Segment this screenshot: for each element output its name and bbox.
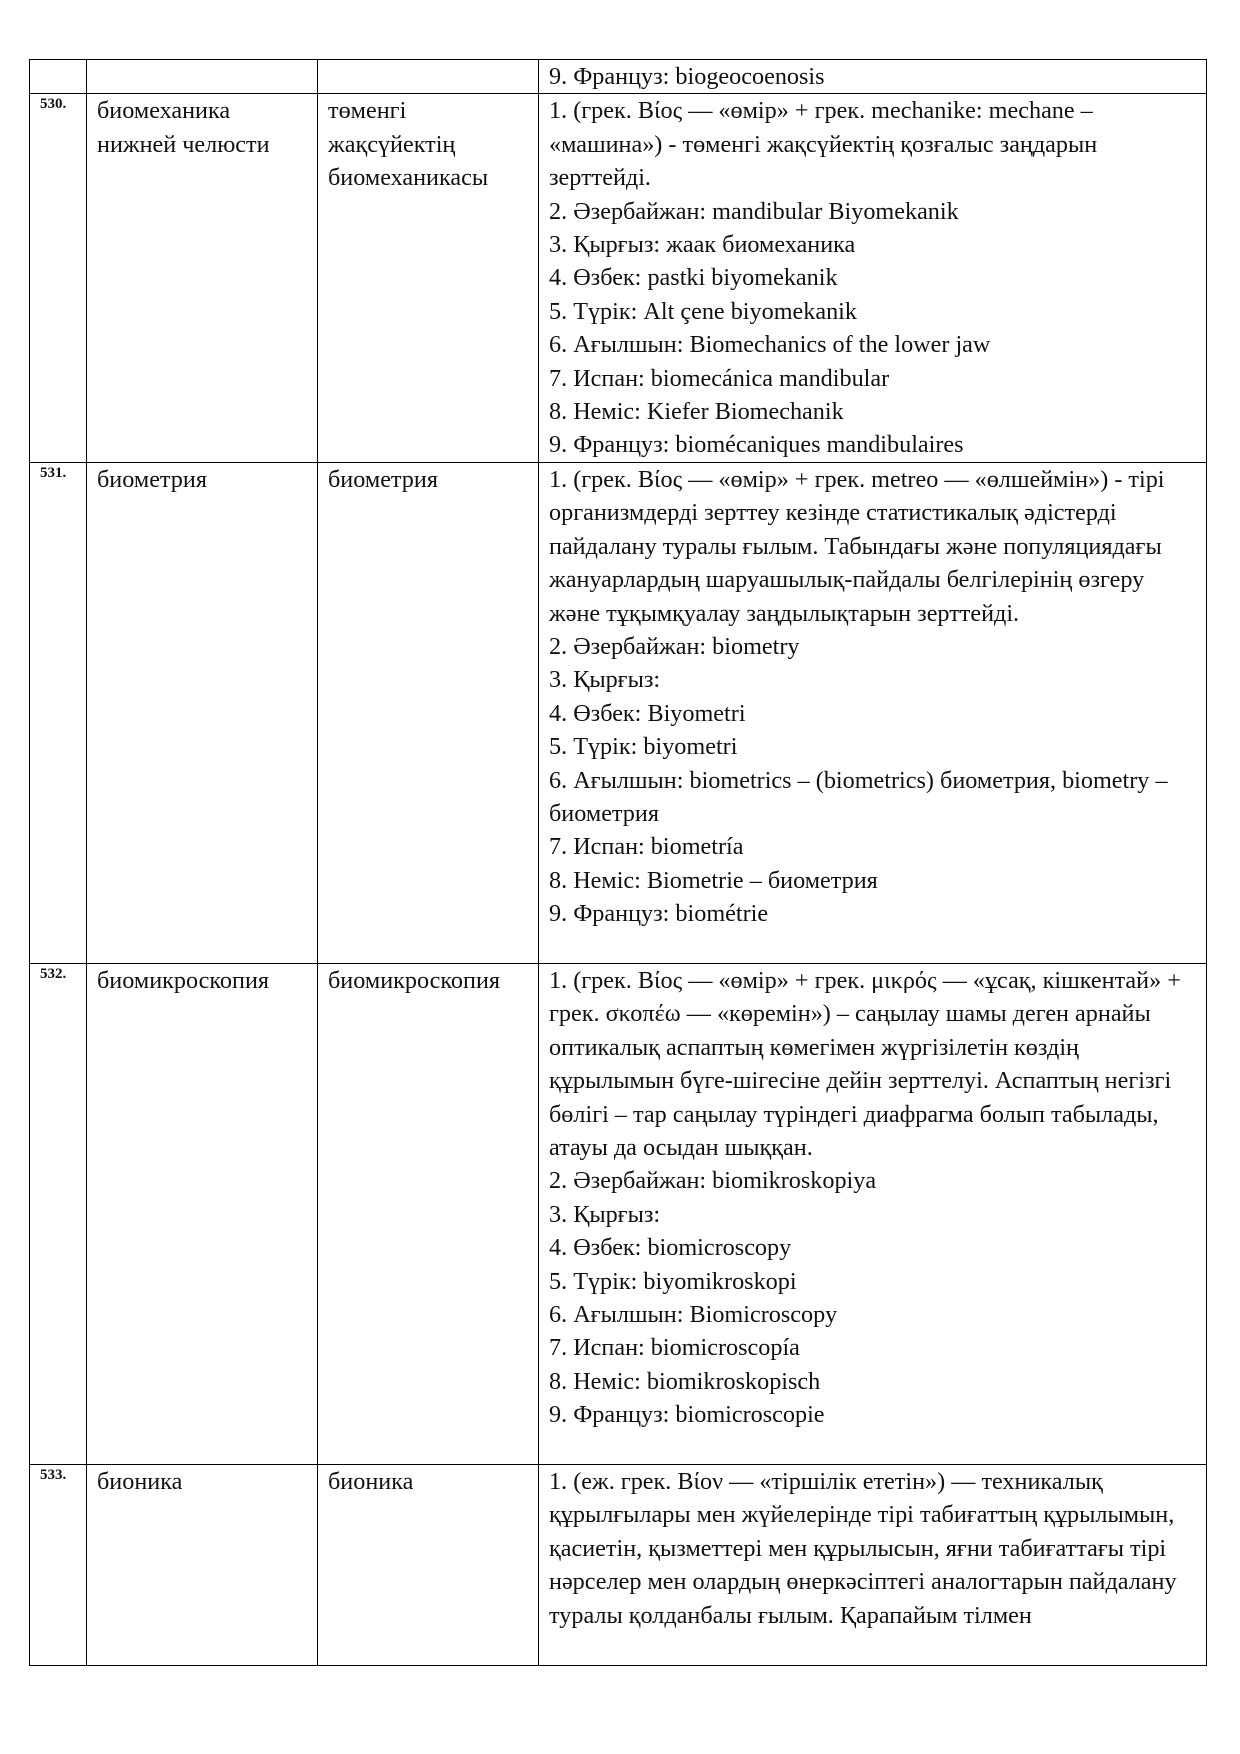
definition-line: 4. Өзбек: Biyometri (549, 699, 746, 727)
term-russian (87, 60, 318, 94)
definition (539, 1464, 1207, 1665)
definition-line: 2. Әзербайжан: mandibular Biyomekanik (549, 197, 959, 225)
term-kazakh: бионика (318, 1464, 539, 1665)
term-kazakh (318, 60, 539, 94)
definition (539, 60, 1207, 94)
definition-line: 1. (еж. грек. Βίον — «тіршілік ететін») — техникалық құрылғылары мен жүйелерінде тірі табиғаттың құрылымын, қасиетін, қызметтері мен құрылысын, яғни табиғаттағы тірі нәрселер мен олардың өнеркәсіптегі аналогтарын пайдалану туралы қолданбалы ғылым. Қарапайым тілмен (549, 1467, 1177, 1629)
term-russian: биометрия (87, 462, 318, 963)
definition-line: 1. (грек. Βίος — «өмір» + грек. μικρός — «ұсақ, кішкентай» + грек. σκοπέω — «көремін») – саңылау шамы деген арнайы оптикалық аспаптың көмегімен жүргізілетін көздің құрылымын бүге-шігесіне дейін зерттелуі. Аспаптың негізгі бөлігі – тар саңылау түріндегі диафрагма болып табылады, атауы да осыдан шыққан. (549, 966, 1181, 1161)
definition-line: 1. (грек. Βίος — «өмір» + грек. mechanike: mechane – «машина») - төменгі жақсүйектің қозғалыс заңдарын зерттейді. (549, 97, 1098, 192)
entry-number: 531. (30, 462, 87, 963)
term-kazakh: биомикроскопия (318, 963, 539, 1464)
definition-line: 9. Француз: biométrie (549, 900, 769, 928)
definition-line: 6. Ағылшын: Biomechanics of the lower jaw (549, 331, 991, 359)
term-russian: биомикроскопия (87, 963, 318, 1464)
definition-line: 9. Француз: biogeocoenosis (549, 63, 825, 90)
definition-line: 3. Қырғыз: (549, 666, 661, 694)
definition-line: 8. Неміс: Kiefer Biomechanik (549, 398, 844, 426)
definition-line: 2. Әзербайжан: biomikroskopiya (549, 1167, 877, 1195)
entry-number: 533. (30, 1464, 87, 1665)
definition-line: 9. Француз: biomécaniques mandibulaires (549, 431, 964, 459)
definition-line: 7. Испан: biomicroscopía (549, 1334, 800, 1362)
table-row (30, 963, 1207, 1464)
table-row (30, 1464, 1207, 1665)
definition (539, 94, 1207, 462)
table-row (30, 462, 1207, 963)
term-kazakh: төменгі жақсүйектің биомеханикасы (318, 94, 539, 462)
term-russian: бионика (87, 1464, 318, 1665)
definition-line: 3. Қырғыз: жаак биомеханика (549, 231, 856, 259)
entry-number: 532. (30, 963, 87, 1464)
definition-line: 8. Неміс: Biometrie – биометрия (549, 866, 878, 894)
entry-number: 530. (30, 94, 87, 462)
definition-line: 7. Испан: biometría (549, 833, 744, 861)
term-kazakh: биометрия (318, 462, 539, 963)
definition-line: 7. Испан: biomecánica mandibular (549, 364, 890, 392)
definition-line: 6. Ағылшын: Biomicroscopy (549, 1300, 838, 1328)
dictionary-table (29, 59, 1207, 1666)
definition-line: 3. Қырғыз: (549, 1200, 661, 1228)
definition-line: 5. Түрік: Alt çene biyomekanik (549, 297, 857, 325)
definition-line: 4. Өзбек: pastki biyomekanik (549, 264, 838, 292)
definition (539, 963, 1207, 1464)
entry-number (30, 60, 87, 94)
table-row (30, 60, 1207, 94)
definition-line: 2. Әзербайжан: biometry (549, 632, 800, 660)
term-russian: биомеханика нижней челюсти (87, 94, 318, 462)
definition-line: 5. Түрік: biyometri (549, 733, 738, 761)
definition-line: 6. Ағылшын: biometrics – (biometrics) биометрия, biometry – биометрия (549, 766, 1168, 827)
definition (539, 462, 1207, 963)
definition-line: 9. Француз: biomicroscopie (549, 1401, 825, 1429)
definition-line: 8. Неміс: biomikroskopisch (549, 1367, 821, 1395)
definition-line: 1. (грек. Βίος — «өмір» + грек. metreo — «өлшеймін») - тірі организмдерді зерттеу кезінде статистикалық әдістерді пайдалану туралы ғылым. Табындағы және популяциядағы жануарлардың шаруашылық-пайдалы белгілерінің өзгеру және тұқымқуалау заңдылықтарын зерттейді. (549, 465, 1165, 627)
definition-line: 5. Түрік: biyomikroskopi (549, 1267, 797, 1295)
table-row (30, 94, 1207, 462)
definition-line: 4. Өзбек: biomicroscopy (549, 1234, 792, 1262)
